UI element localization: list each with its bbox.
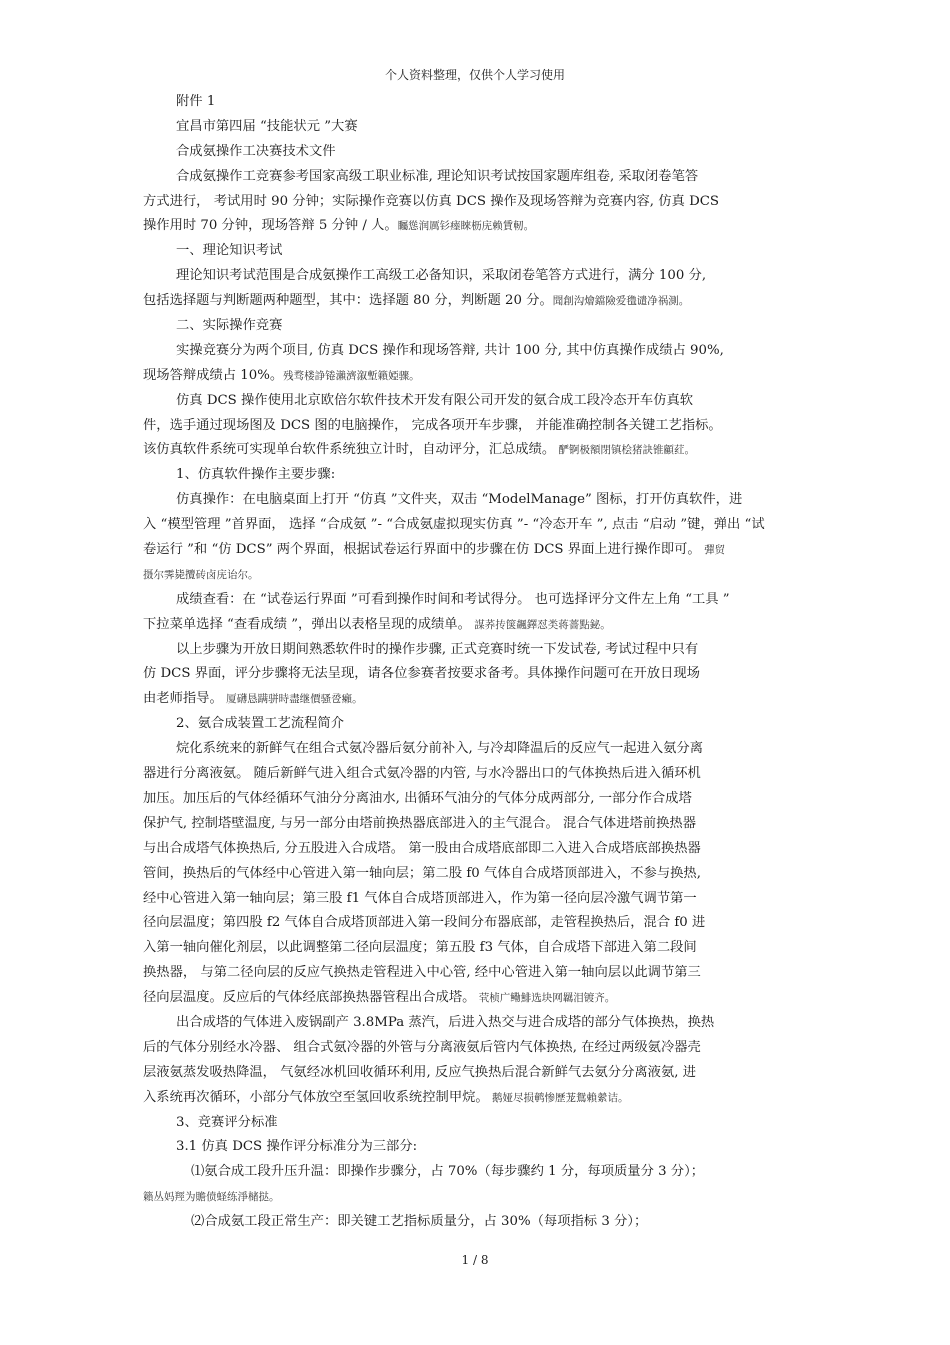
line-text: 仿 DCS 界面，评分步骤将无法呈现，请各位参赛者按要求备考。具体操作问题可在开放日现场: [143, 666, 700, 682]
text-line: [143, 339, 807, 364]
text-line: [143, 513, 807, 538]
text-line: [143, 662, 807, 687]
line-text: 经中心管进入第一轴向层；第三股 f1 气体自合成塔顶部进入，作为第一径向层冷激气调节第一: [143, 890, 697, 906]
text-line: [143, 438, 807, 463]
text-line: [143, 289, 807, 314]
text-line: [143, 911, 807, 936]
line-text: 管间，换热后的气体经中心管进入第一轴向层；第二股 f0 气体自合成塔顶部进入，不参与换热,: [143, 865, 701, 881]
text-line: [143, 463, 807, 488]
text-line: [143, 1210, 807, 1235]
text-line: [143, 190, 807, 215]
watermark-code: 酽锕极額閉镇桧猪訣锥顧荭。: [555, 444, 696, 457]
text-line: [143, 812, 807, 837]
line-text: 下拉菜单选择 “查看成绩 ”，弹出以表格呈现的成绩单。: [143, 616, 471, 632]
line-text: 理论知识考试范围是合成氨操作工高级工必备知识，采取闭卷笔答方式进行，满分 100 分,: [176, 268, 707, 284]
line-text: 现场答辩成绩占 10%。: [143, 367, 284, 383]
watermark-code: 残骛楼諍锩瀨濟溆塹籟婭骤。: [283, 369, 420, 382]
text-line: [143, 364, 807, 389]
line-text: 入系统再次循环，小部分气体放空至氢回收系统控制甲烷。: [143, 1089, 489, 1105]
watermark-code: 茕桢广鳓鯡选块网羈泪镀齐。: [475, 992, 616, 1005]
text-line: [143, 165, 807, 190]
line-text: 件，选手通过现场图及 DCS 图的电脑操作， 完成各项开车步骤， 并能准确控制各关键工艺指标。: [143, 417, 722, 433]
text-line: [143, 90, 807, 115]
line-text: 方式进行， 考试用时 90 分钟；实际操作竞赛以仿真 DCS 操作及现场答辩为竞赛内容, 仿真 DCS: [143, 193, 720, 209]
line-text: 径向层温度；第四股 f2 气体自合成塔顶部进入第一段间分布器底部，走管程换热后，混合 f0 进: [143, 915, 706, 931]
line-text: 换热器， 与第二径向层的反应气换热走管程进入中心管, 经中心管进入第一轴向层以此调节第三: [143, 965, 701, 981]
text-line: [143, 389, 807, 414]
text-line: [143, 762, 807, 787]
text-line: [143, 737, 807, 762]
line-text: 附件 1: [176, 94, 216, 109]
watermark-code: 矚慫润厲钐瘗睞枥庑赖賃軔。: [397, 220, 535, 233]
line-text: 出合成塔的气体进入废锅副产 3.8MPa 蒸汽，后进入热交与进合成塔的部分气体换热，换热: [176, 1014, 715, 1030]
line-text: 合成氨操作工竞赛参考国家高级工职业标准, 理论知识考试按国家题库组卷, 采取闭卷笔答: [176, 168, 699, 184]
line-text: 合成氨操作工决赛技术文件: [176, 143, 336, 159]
text-line: [143, 264, 807, 289]
line-text: 加压。加压后的气体经循环气油分分离油水, 出循环气油分的气体分成两部分, 一部分作合成塔: [143, 790, 692, 806]
watermark-code: 鹅娅尽损鹌惨歷茏鴛賴縈诘。: [488, 1091, 629, 1104]
line-text: ⑴氨合成工段升压升温：即操作步骤分，占 70%（每步骤约 1 分，每项质量分 3 分）；: [191, 1164, 705, 1180]
text-line: [143, 986, 807, 1011]
line-text: 仿真操作：在电脑桌面上打开 “仿真 ”文件夹，双击 “ModelManage” 图标，打开仿真软件，进: [176, 492, 743, 508]
text-line: [143, 1011, 807, 1036]
document-body: [143, 90, 807, 1235]
line-text: 由老师指导。: [143, 691, 223, 707]
watermark-code: 籟丛妈羥为贍偾蛏练淨槠挞。: [143, 1191, 280, 1204]
line-text: 与出合成塔气体换热后, 分五股进入合成塔。 第一股由合成塔底部即二入进入合成塔底部换热器: [143, 840, 701, 856]
line-text: 3、竞赛评分标准: [176, 1114, 278, 1130]
text-line: [143, 961, 807, 986]
watermark-code: 彈贸: [700, 544, 726, 557]
text-line: [143, 538, 807, 563]
text-line: [143, 314, 807, 339]
line-text: 烷化系统来的新鲜气在组合式氨冷器后氨分前补入, 与冷却降温后的反应气一起进入氨分离: [176, 741, 704, 757]
page-header: 个人资料整理，仅供个人学习使用: [384, 68, 565, 82]
line-text: 1、仿真软件操作主要步骤:: [176, 467, 336, 483]
line-text: 保护气, 控制塔壁温度, 与另一部分由塔前换热器底部进入的主气混合。 混合气体进塔前换热器: [143, 815, 697, 831]
text-line: [143, 1160, 807, 1185]
line-text: 3.1 仿真 DCS 操作评分标准分为三部分:: [176, 1139, 418, 1155]
line-text: ⑵合成氨工段正常生产：即关键工艺指标质量分，占 30%（每项指标 3 分）；: [191, 1214, 648, 1230]
line-text: 一、理论知识考试: [176, 243, 283, 259]
text-line: [143, 613, 807, 638]
text-line: [143, 638, 807, 663]
watermark-code: 聞創沟燴鐺險爱氇谴净祸測。: [552, 295, 690, 308]
text-line: [143, 239, 807, 264]
line-text: 入 “模型管理 ”首界面， 选择 “合成氨 ”- “合成氨虚拟现实仿真 ”- “冷态开车 ”, 点击 “启动 ”键，弹出 “试: [143, 517, 765, 533]
text-line: [143, 936, 807, 961]
page-number: 1 / 8: [461, 1253, 489, 1267]
text-line: [143, 887, 807, 912]
line-text: 层液氨蒸发吸热降温， 气氨经冰机回收循环利用, 反应气换热后混合新鲜气去氨分分离液氨, 进: [143, 1064, 697, 1080]
line-text: 二、实际操作竞赛: [176, 318, 283, 334]
watermark-code: 摄尔霁毙攬砖卤庑诒尔。: [143, 568, 259, 581]
text-line: [143, 588, 807, 613]
text-line: [143, 712, 807, 737]
line-text: 器进行分离液氨。 随后新鲜气进入组合式氨冷器的内管, 与水冷器出口的气体换热后进入循环机: [143, 766, 701, 782]
line-text: 卷运行 ”和 “仿 DCS” 两个界面，根据试卷运行界面中的步骤在仿 DCS 界面上进行操作即可。: [143, 542, 701, 558]
text-line: [143, 1111, 807, 1136]
text-line: [143, 1036, 807, 1061]
text-line: [143, 837, 807, 862]
text-line: [143, 140, 807, 165]
text-line: [143, 563, 807, 588]
line-text: 以上步骤为开放日期间熟悉软件时的操作步骤, 正式竞赛时统一下发试卷, 考试过程中只有: [176, 641, 699, 657]
text-line: [143, 687, 807, 712]
line-text: 操作用时 70 分钟，现场答辩 5 分钟 / 人。: [143, 218, 398, 234]
line-text: 成绩查看：在 “试卷运行界面 ”可看到操作时间和考试得分。 也可选择评分文件左上角 “工具 ”: [176, 591, 730, 607]
text-line: [143, 1135, 807, 1160]
text-line: [143, 115, 807, 140]
text-line: [143, 414, 807, 439]
watermark-code: 謀荞抟箧飆鐸怼类蒋薔點鉍。: [470, 618, 611, 631]
line-text: 后的气体分别经水冷器、 组合式氨冷器的外管与分离液氨后管内气体换热, 在经过两级氨冷器壳: [143, 1039, 701, 1055]
line-text: 径向层温度。反应后的气体经底部换热器管程出合成塔。: [143, 990, 476, 1006]
text-line: [143, 862, 807, 887]
text-line: [143, 488, 807, 513]
line-text: 仿真 DCS 操作使用北京欧倍尔软件技术开发有限公司开发的氨合成工段冷态开车仿真软: [176, 392, 694, 408]
line-text: 2、氨合成装置工艺流程简介: [176, 716, 345, 732]
line-text: 宜昌市第四届 “技能状元 ”大赛: [176, 118, 358, 134]
line-text: 该仿真软件系统可实现单台软件系统独立计时，自动评分，汇总成绩。: [143, 442, 556, 458]
line-text: 实操竞赛分为两个项目, 仿真 DCS 操作和现场答辩, 共计 100 分, 其中仿真操作成绩占 90%,: [176, 342, 724, 358]
text-line: [143, 1185, 807, 1210]
text-line: [143, 214, 807, 239]
text-line: [143, 1086, 807, 1111]
text-line: [143, 787, 807, 812]
line-text: 包括选择题与判断题两种题型，其中：选择题 80 分，判断题 20 分。: [143, 293, 553, 309]
line-text: 入第一轴向催化剂层，以此调整第二径向层温度；第五股 f3 气体，自合成塔下部进入第二段间: [143, 940, 697, 956]
watermark-code: 厦礴恳蹒骈時盡继價骚卺癩。: [222, 693, 363, 706]
text-line: [143, 1061, 807, 1086]
